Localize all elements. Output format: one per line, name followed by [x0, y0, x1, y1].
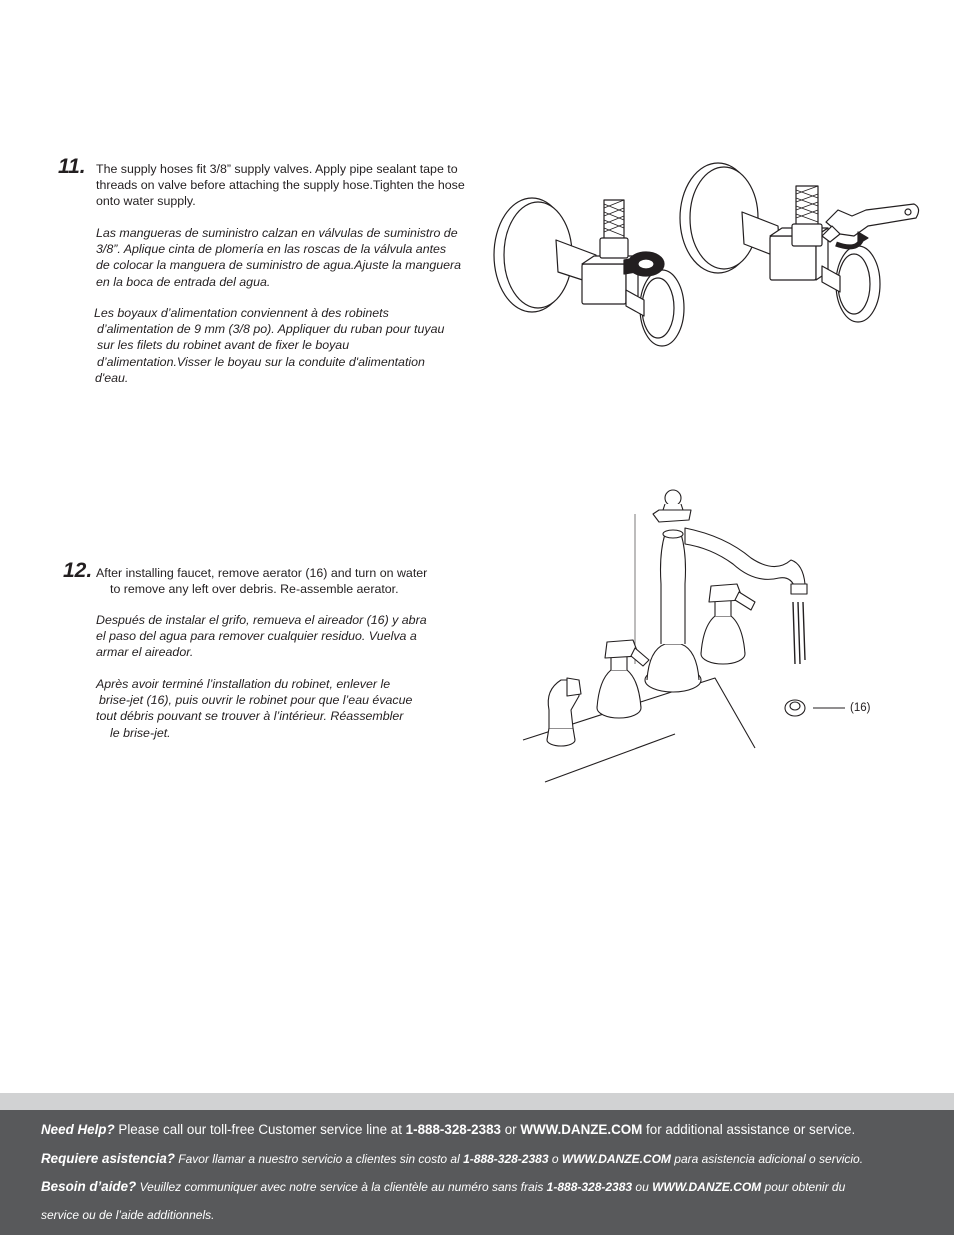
- help-heading-english: Need Help?: [41, 1122, 115, 1137]
- phone-number[interactable]: 1-888-328-2383: [546, 1180, 633, 1194]
- text-line: el paso del agua para remover cualquier residuo. Vuelva a: [96, 629, 417, 644]
- text-line: sur les filets du robinet avant de fixer le boyau: [97, 338, 350, 353]
- text-line: le brise-jet.: [110, 725, 171, 740]
- side-spray: [547, 678, 581, 746]
- aerator-callout-label: (16): [850, 702, 871, 714]
- website-link[interactable]: WWW.DANZE.COM: [652, 1180, 762, 1194]
- step-11-french: [94, 305, 444, 386]
- website-link[interactable]: WWW.DANZE.COM: [520, 1122, 643, 1137]
- text-line: Après avoir terminé l’installation du robinet, enlever le: [96, 677, 391, 691]
- help-text: o: [548, 1152, 562, 1166]
- help-text: para asistencia adicional o servicio.: [670, 1152, 864, 1166]
- text-line: to remove any left over debris. Re-assemble aerator.: [110, 582, 399, 597]
- help-heading-spanish: Requiere asistencia?: [41, 1151, 175, 1166]
- faucet-aerator-illustration: [515, 484, 845, 784]
- text-line: 3/8”. Aplique cinta de plomería en las roscas de la válvula antes: [96, 242, 447, 257]
- phone-number[interactable]: 1-888-328-2383: [463, 1152, 549, 1166]
- help-text: Veuillez communiquer avec notre service à la clientèle au numéro sans frais: [136, 1180, 547, 1194]
- faucet-spout: [685, 528, 805, 588]
- text-line: Después de instalar el grifo, remueva el aireador (16) y abra: [96, 613, 427, 627]
- help-line-french: [41, 1179, 845, 1194]
- supply-valve-illustration: [486, 160, 926, 355]
- text-line: threads on valve before attaching the supply hose.Tighten the hose: [96, 178, 465, 193]
- help-heading-french: Besoin d’aide?: [41, 1179, 137, 1194]
- faucet-column: [661, 534, 686, 644]
- footer-band: [0, 1093, 954, 1110]
- phone-number[interactable]: 1-888-328-2383: [405, 1122, 501, 1137]
- text-line: de colocar la manguera de suministro de agua.Ajuste la manguera: [96, 258, 462, 273]
- help-line-spanish: [41, 1151, 863, 1166]
- text-line: After installing faucet, remove aerator (16) and turn on water: [96, 566, 428, 580]
- text-line: d’alimentation de 9 mm (3/8 po). Appliquer du ruban pour tuyau: [97, 322, 445, 337]
- text-line: Las mangueras de suministro calzan en válvulas de suministro de: [96, 226, 458, 240]
- step-11-english: [96, 161, 465, 210]
- help-text: pour obtenir du: [761, 1180, 846, 1194]
- text-line: tout débris pouvant se trouver à l’intérieur. Réassembler: [96, 709, 404, 724]
- text-line: The supply hoses fit 3/8” supply valves. Apply pipe sealant tape to: [96, 162, 458, 176]
- text-line: armar el aireador.: [96, 645, 194, 660]
- text-line: d'eau.: [95, 370, 129, 385]
- help-text: Favor llamar a nuestro servicio a clientes sin costo al: [174, 1152, 464, 1166]
- text-line: en la boca de entrada del agua.: [96, 274, 271, 289]
- step-11-number: 11.: [58, 155, 86, 178]
- text-line: brise-jet (16), puis ouvrir le robinet pour que l’eau évacue: [99, 693, 413, 708]
- help-text: or: [500, 1122, 521, 1137]
- help-text: Please call our toll-free Customer service line at: [114, 1122, 406, 1137]
- step-12-french: [96, 676, 412, 741]
- step-11-spanish: [96, 225, 461, 290]
- text-line: d’alimentation.Visser le boyau sur la conduite d'alimentation: [97, 354, 425, 369]
- website-link[interactable]: WWW.DANZE.COM: [561, 1152, 671, 1166]
- help-line-french-continued: service ou de l’aide additionnels.: [41, 1208, 215, 1222]
- help-footer: [0, 1110, 954, 1235]
- step-12-english: [96, 565, 427, 597]
- step-12-number: 12.: [63, 559, 93, 582]
- help-text: ou: [632, 1180, 653, 1194]
- help-line-english: [41, 1122, 855, 1137]
- text-line: onto water supply.: [96, 194, 196, 209]
- help-text: for additional assistance or service.: [642, 1122, 856, 1137]
- step-12-spanish: [96, 612, 427, 661]
- wrench-icon: [822, 204, 919, 242]
- text-line: Les boyaux d’alimentation conviennent à des robinets: [94, 306, 389, 320]
